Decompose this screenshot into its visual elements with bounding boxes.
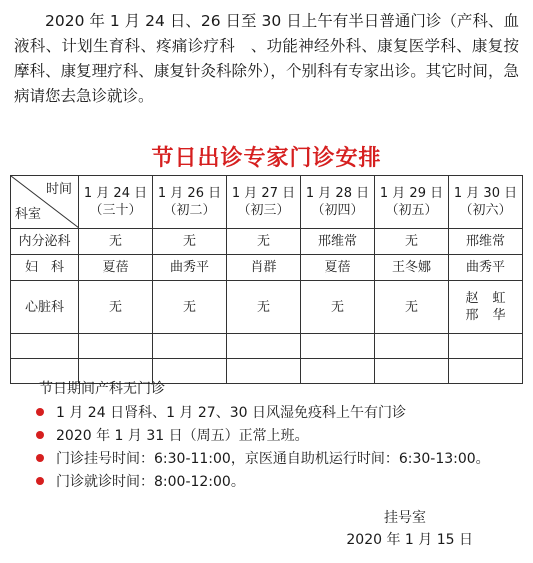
lunar-label: （初五）: [385, 203, 438, 218]
date-header: [79, 176, 153, 229]
date-label: 1 月 29 日: [379, 186, 444, 201]
doctor-cell: 无: [227, 281, 301, 334]
doctor-cell: 邢维常: [449, 229, 523, 255]
doctor-cell: 夏蓓: [79, 255, 153, 281]
doctor-cell: 无: [153, 229, 227, 255]
lunar-label: （初四）: [311, 203, 364, 218]
signature-office: 挂号室: [384, 510, 426, 526]
lunar-label: （初六）: [459, 203, 512, 218]
doctor-cell: 无: [79, 229, 153, 255]
signature-block: [273, 507, 473, 551]
date-label: 1 月 27 日: [231, 186, 296, 201]
schedule-table: [10, 175, 523, 384]
corner-cell: [11, 176, 79, 229]
notes-section: [36, 378, 526, 492]
note-text: 2020 年 1 月 31 日（周五）正常上班。: [56, 427, 309, 444]
doctor-cell: 无: [375, 281, 449, 334]
corner-time-label: 时间: [45, 182, 72, 197]
date-label: 1 月 30 日: [453, 186, 518, 201]
notes-title: 节日期间产科无门诊: [39, 381, 165, 397]
date-header: [449, 176, 523, 229]
dept-cell: 妇 科: [11, 255, 79, 281]
doctor-cell: 曲秀平: [153, 255, 227, 281]
doctor-cell: 无: [153, 281, 227, 334]
date-label: 1 月 24 日: [83, 186, 148, 201]
doctor-cell: 无: [227, 229, 301, 255]
doctor-cell: 邢维常: [301, 229, 375, 255]
empty-cell: [375, 334, 449, 359]
date-label: 1 月 26 日: [157, 186, 222, 201]
schedule-heading: 节日出诊专家门诊安排: [151, 146, 382, 171]
empty-cell: [227, 334, 301, 359]
lunar-label: （三十）: [89, 203, 142, 218]
intro-paragraph: 2020 年 1 月 24 日、26 日至 30 日上午有半日普通门诊（产科、血液科、计划生育科、疼痛诊疗科 、功能神经外科、康复医学科、康复按摩科、康复理疗科、康复针灸科除外），个别科有专家出诊。其它时间，急病请您去急诊就诊。: [14, 12, 519, 105]
doctor-cell: 王冬娜: [375, 255, 449, 281]
table-row: [11, 229, 523, 255]
list-item: [36, 423, 526, 446]
doctor-cell: 夏蓓: [301, 255, 375, 281]
note-text: 门诊就诊时间：8:00-12:00。: [56, 473, 245, 490]
date-header: [227, 176, 301, 229]
doctor-cell: 无: [375, 229, 449, 255]
note-text: 门诊挂号时间：6:30-11:00，京医通自助机运行时间：6:30-13:00。: [56, 450, 490, 467]
list-item: [36, 400, 526, 423]
signature-date: 2020 年 1 月 15 日: [346, 532, 473, 548]
empty-cell: [449, 334, 523, 359]
doctor-name: 赵虹: [465, 291, 520, 306]
list-item: [36, 469, 526, 492]
date-label: 1 月 28 日: [305, 186, 370, 201]
table-row: [11, 281, 523, 334]
bullet-icon: [36, 477, 44, 485]
doctor-cell: 无: [79, 281, 153, 334]
table-header-row: [11, 176, 523, 229]
note-text: 1 月 24 日肾科、1 月 27、30 日风湿免疫科上午有门诊: [56, 404, 406, 421]
date-header: [375, 176, 449, 229]
table-row: [11, 255, 523, 281]
date-header: [153, 176, 227, 229]
lunar-label: （初二）: [163, 203, 216, 218]
bullet-icon: [36, 431, 44, 439]
dept-cell: 内分泌科: [11, 229, 79, 255]
empty-cell: [301, 334, 375, 359]
list-item: [36, 446, 526, 469]
bullet-icon: [36, 408, 44, 416]
doctor-name: 邢华: [465, 308, 520, 323]
doctor-cell: 曲秀平: [449, 255, 523, 281]
bullet-icon: [36, 454, 44, 462]
doctor-cell: 无: [301, 281, 375, 334]
doctor-cell: [449, 281, 523, 334]
dept-cell: 心脏科: [11, 281, 79, 334]
empty-cell: [11, 334, 79, 359]
lunar-label: （初三）: [237, 203, 290, 218]
empty-row: [11, 334, 523, 359]
doctor-cell: 肖群: [227, 255, 301, 281]
date-header: [301, 176, 375, 229]
empty-cell: [79, 334, 153, 359]
corner-dept-label: 科室: [15, 207, 42, 222]
empty-cell: [153, 334, 227, 359]
